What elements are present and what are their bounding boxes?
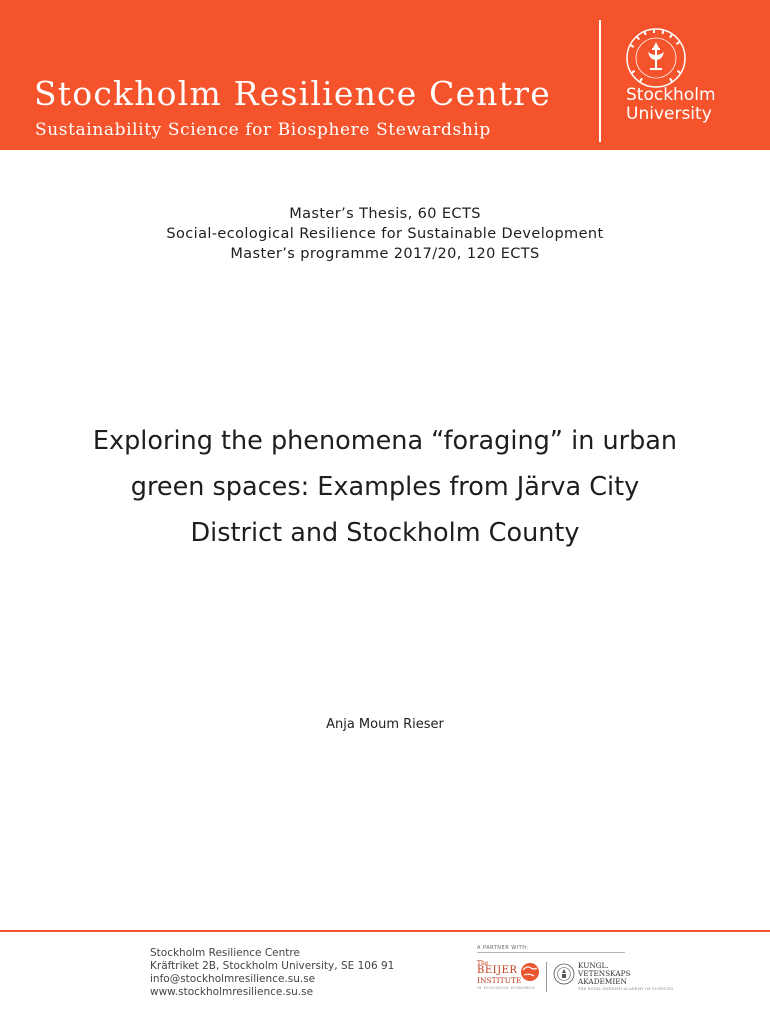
address-street: Kräftriket 2B, Stockholm University, SE 106 91 xyxy=(150,960,395,972)
university-name-line2: University xyxy=(626,104,712,124)
thesis-title: Exploring the phenomena “foraging” in urban green spaces: Examples from Järva City District and Stockholm County xyxy=(92,426,678,548)
programme-years: Master’s programme 2017/20, 120 ECTS xyxy=(230,246,540,262)
kva-line3: AKADEMIEN xyxy=(578,977,627,986)
header-divider xyxy=(599,20,601,142)
university-name xyxy=(626,86,716,124)
address-website: www.stockholmresilience.su.se xyxy=(150,986,314,998)
kva-logo xyxy=(578,962,673,992)
programme-name: Social-ecological Resilience for Sustainable Development xyxy=(166,226,604,242)
thesis-credits: Master’s Thesis, 60 ECTS xyxy=(289,206,481,222)
footer-address xyxy=(150,947,394,999)
centre-title: Stockholm Resilience Centre xyxy=(34,74,551,113)
centre-subtitle: Sustainability Science for Biosphere Stewardship xyxy=(35,120,491,140)
header-banner xyxy=(0,0,770,150)
address-email: info@stockholmresilience.su.se xyxy=(150,973,316,985)
kva-tagline: THE ROYAL SWEDISH ACADEMY OF SCIENCES xyxy=(578,987,674,991)
author-name: Anja Moum Rieser xyxy=(326,717,444,732)
beijer-name: BEIJER xyxy=(477,965,518,976)
beijer-institute: INSTITUTE xyxy=(477,976,522,985)
address-org: Stockholm Resilience Centre xyxy=(150,947,300,959)
kva-seal-icon xyxy=(553,963,575,985)
kva-line1: KUNGL. xyxy=(578,961,609,970)
program-info xyxy=(0,204,770,264)
beijer-tagline: OF ECOLOGICAL ECONOMICS xyxy=(477,986,535,990)
beijer-the: The xyxy=(477,960,489,967)
university-name-line1: Stockholm xyxy=(626,85,716,105)
beijer-globe-icon xyxy=(519,961,541,983)
partner-rule xyxy=(477,952,625,953)
footer-rule xyxy=(0,930,770,932)
partner-label: A PARTNER WITH: xyxy=(477,945,532,951)
kva-line2: VETENSKAPS xyxy=(578,969,631,978)
partner-divider xyxy=(546,962,547,992)
university-seal-icon xyxy=(624,26,688,90)
